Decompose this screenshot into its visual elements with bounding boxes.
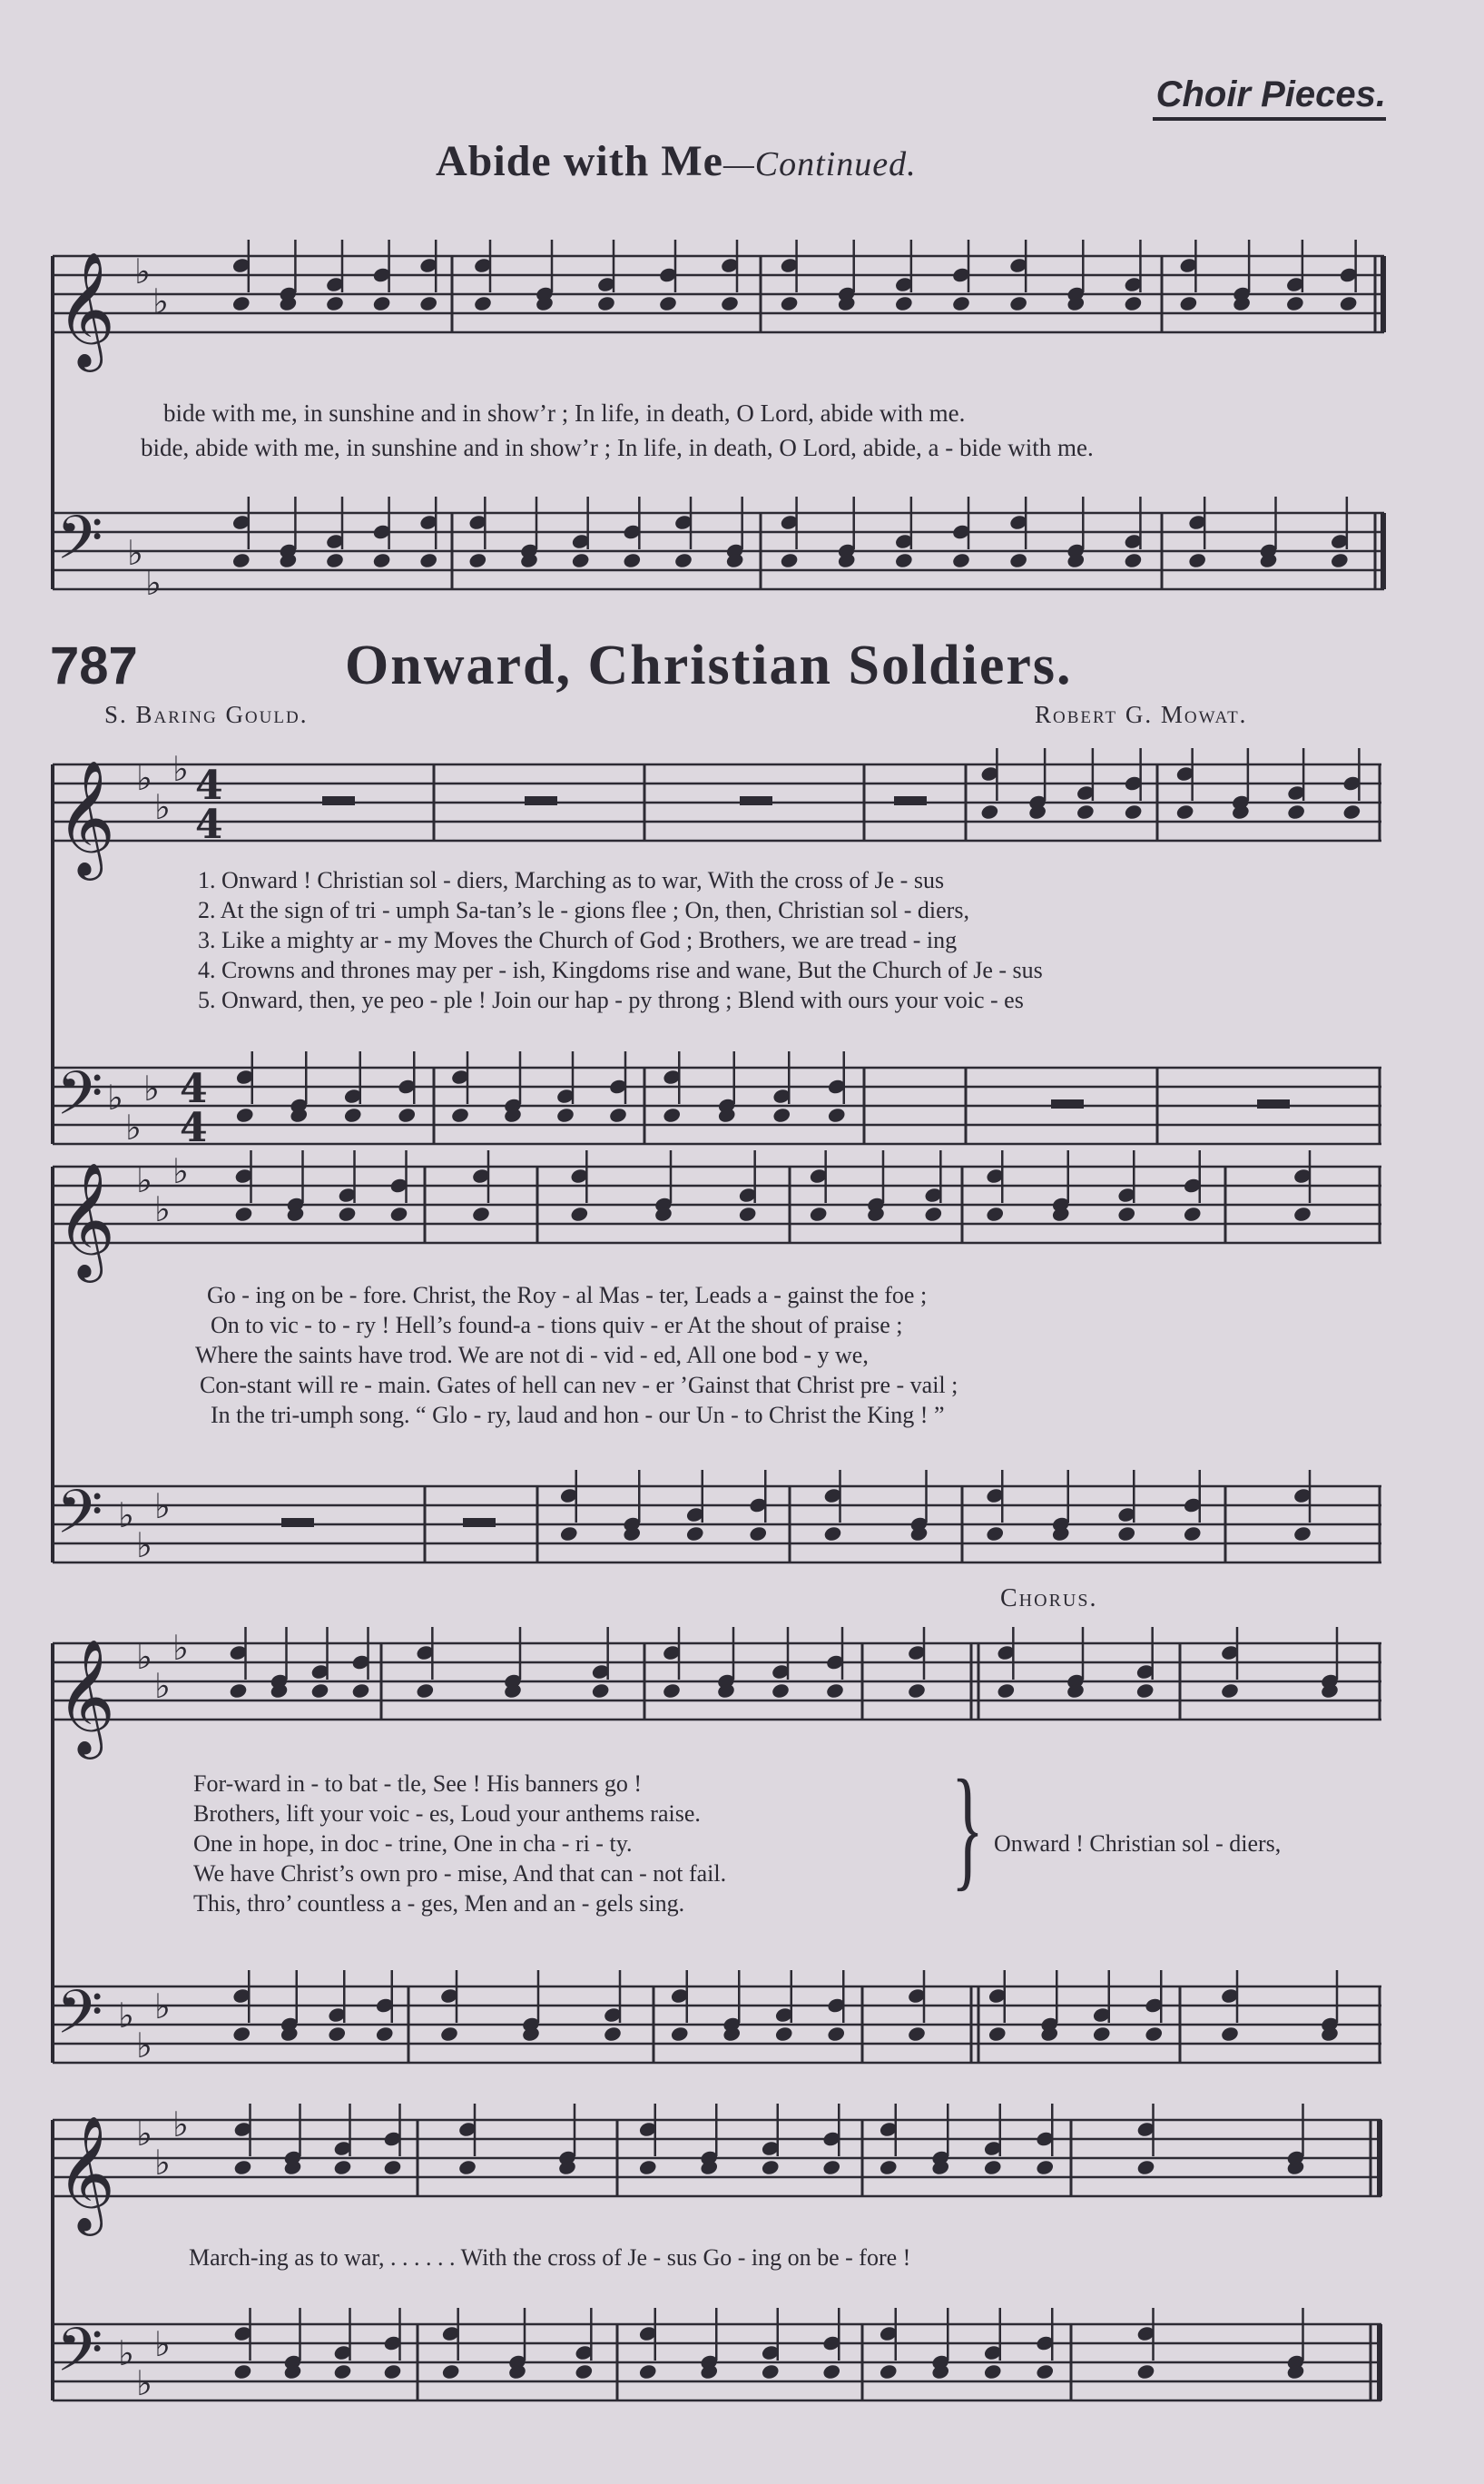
note-head xyxy=(771,1682,791,1700)
note-head xyxy=(325,552,345,569)
note-head xyxy=(821,2363,841,2380)
abide-lyric-line-2: bide, abide with me, in sunshine and in show’r ; In life, in death, O Lord, abide, a - bide with me. xyxy=(141,434,1094,461)
note-head xyxy=(1183,1206,1203,1223)
svg-text:♭: ♭ xyxy=(143,1069,160,1109)
note-head xyxy=(397,1107,417,1124)
note-head xyxy=(996,1682,1016,1700)
svg-text:♭: ♭ xyxy=(154,1666,171,1706)
note-head xyxy=(983,2159,1003,2176)
note-head xyxy=(418,295,438,312)
note-head xyxy=(907,1682,927,1700)
final-lyric-line: March-ing as to war, . . . . . . With the cross of Je - sus Go - ing on be - fore ! xyxy=(189,2244,911,2271)
note-head xyxy=(894,552,914,569)
svg-text:♭: ♭ xyxy=(172,749,189,789)
note-head xyxy=(670,2026,690,2043)
svg-text:♭: ♭ xyxy=(136,2363,152,2403)
svg-text:♭: ♭ xyxy=(172,2104,189,2144)
staff-2-bass xyxy=(53,1486,1381,1562)
note-head xyxy=(229,1682,249,1700)
bass-clef-icon: 𝄢 xyxy=(56,1059,103,1143)
verse-number: 5. xyxy=(198,987,216,1013)
svg-text:♭: ♭ xyxy=(107,1078,123,1118)
note-head xyxy=(673,552,693,569)
chorus-line: Brothers, lift your voic - es, Loud your anthems raise. xyxy=(193,1800,701,1827)
staff-3-treble xyxy=(53,1643,1381,1720)
note-head xyxy=(450,1107,470,1124)
svg-text:4: 4 xyxy=(195,763,223,809)
note-head xyxy=(748,1525,768,1543)
svg-text:♭: ♭ xyxy=(154,2324,171,2364)
svg-text:♭: ♭ xyxy=(172,1151,189,1191)
note-head xyxy=(1124,552,1144,569)
note-head xyxy=(985,1525,1005,1543)
svg-text:4: 4 xyxy=(195,802,223,848)
svg-text:♭: ♭ xyxy=(136,2114,152,2154)
note-head xyxy=(1035,2363,1055,2380)
note-head xyxy=(1330,552,1350,569)
note-head xyxy=(720,295,740,312)
svg-text:4: 4 xyxy=(180,1105,208,1151)
treble-clef-icon: 𝄞 xyxy=(56,1638,116,1754)
staff-abide-bass xyxy=(53,513,1384,589)
svg-text:♭: ♭ xyxy=(154,2143,171,2183)
note-head xyxy=(235,1107,255,1124)
note-head xyxy=(1116,1525,1136,1543)
note-head xyxy=(761,2363,781,2380)
note-head xyxy=(662,1107,682,1124)
note-head xyxy=(441,2363,461,2380)
svg-text:♭: ♭ xyxy=(136,758,152,798)
note-head xyxy=(1292,1525,1312,1543)
note-head xyxy=(780,295,800,312)
note-head xyxy=(879,2159,899,2176)
note-head xyxy=(1220,2026,1240,2043)
chorus-label: Chorus. xyxy=(1000,1584,1098,1612)
note-head xyxy=(372,295,392,312)
note-head xyxy=(351,1682,371,1700)
note-head xyxy=(473,295,493,312)
key-signatures xyxy=(107,251,189,2403)
note-head xyxy=(985,1206,1005,1223)
note-head xyxy=(809,1206,829,1223)
svg-text:♭: ♭ xyxy=(152,281,169,321)
note-head xyxy=(231,552,251,569)
note-head xyxy=(1292,1206,1312,1223)
abide-lyric-line-1: bide with me, in sunshine and in show’r ; In life, in death, O Lord, abide with me. xyxy=(163,399,966,427)
note-head xyxy=(591,1682,611,1700)
staff-3-bass xyxy=(53,1986,1381,2063)
chorus-line: This, thro’ countless a - ges, Men and an - gels sing. xyxy=(193,1890,685,1917)
note-head xyxy=(774,2026,794,2043)
note-head xyxy=(894,295,914,312)
note-head xyxy=(826,2026,846,2043)
verse-line xyxy=(198,897,969,924)
clefs xyxy=(56,251,115,2400)
note-head xyxy=(415,1682,435,1700)
treble-clef-icon: 𝄞 xyxy=(56,2114,116,2231)
note-head xyxy=(1136,2363,1156,2380)
note-head xyxy=(231,2026,251,2043)
note-head xyxy=(233,2363,253,2380)
note-head xyxy=(771,1107,791,1124)
section-header: Choir Pieces. xyxy=(1153,74,1386,121)
svg-text:♭: ♭ xyxy=(136,1637,152,1677)
note-head xyxy=(638,2159,658,2176)
bass-clef-icon: 𝄢 xyxy=(56,503,103,587)
verse-text: Crowns and thrones may per - ish, Kingdoms rise and wane, But the Church of Je - sus xyxy=(221,957,1043,983)
note-head xyxy=(1187,552,1207,569)
note-head xyxy=(325,295,345,312)
note-head xyxy=(638,2363,658,2380)
verse-line: Where the saints have trod. We are not di - vid - ed, All one bod - y we, xyxy=(195,1342,869,1368)
svg-text:♭: ♭ xyxy=(118,1495,134,1535)
note-head xyxy=(662,1682,682,1700)
note-head xyxy=(343,1107,363,1124)
note-head xyxy=(372,552,392,569)
svg-text:♭: ♭ xyxy=(118,1996,134,2036)
bass-clef-icon: 𝄢 xyxy=(56,2315,103,2400)
note-head xyxy=(1076,803,1096,821)
verse-line: Go - ing on be - fore. Christ, the Roy - al Mas - ter, Leads a - gainst the foe ; xyxy=(207,1282,928,1308)
note-head xyxy=(327,2026,347,2043)
svg-text:♭: ♭ xyxy=(136,2026,152,2065)
note-head xyxy=(333,2363,353,2380)
note-head xyxy=(231,295,251,312)
verse-line xyxy=(198,987,1024,1014)
verse-line xyxy=(198,957,1043,984)
treble-clef-icon: 𝄞 xyxy=(56,759,116,875)
svg-text:♭: ♭ xyxy=(127,533,143,573)
hymn-composer: Robert G. Mowat. xyxy=(1035,701,1248,728)
note-head xyxy=(658,295,678,312)
note-head xyxy=(471,1206,491,1223)
continued-suffix: —Continued. xyxy=(722,145,917,183)
note-head xyxy=(1092,2026,1112,2043)
note-head xyxy=(951,552,971,569)
note-head xyxy=(1008,295,1028,312)
svg-text:4: 4 xyxy=(180,1066,208,1112)
note-head xyxy=(1220,1682,1240,1700)
treble-clef-icon: 𝄞 xyxy=(56,251,116,367)
note-head xyxy=(761,2159,781,2176)
note-head xyxy=(923,1206,943,1223)
note-head xyxy=(559,1525,579,1543)
note-head xyxy=(1175,803,1195,821)
svg-text:♭: ♭ xyxy=(125,1108,142,1148)
note-head xyxy=(574,2363,594,2380)
verse-line: On to vic - to - ry ! Hell’s found-a - tions quiv - er At the shout of praise ; xyxy=(211,1312,903,1338)
svg-text:♭: ♭ xyxy=(154,1986,171,2026)
note-head xyxy=(1035,2159,1055,2176)
verse-line: In the tri-umph song. “ Glo - ry, laud and hon - our Un - to Christ the King ! ” xyxy=(211,1402,945,1428)
verse-text: Onward, then, ye peo - ple ! Join our hap - py throng ; Blend with ours your voic - es xyxy=(221,987,1024,1013)
note-head xyxy=(467,552,487,569)
note-head xyxy=(375,2026,395,2043)
note-head xyxy=(457,2159,477,2176)
note-head xyxy=(1286,803,1306,821)
verse-text: At the sign of tri - umph Sa-tan’s le - gions flee ; On, then, Christian sol - diers, xyxy=(220,897,969,923)
note-head xyxy=(234,1206,254,1223)
verse-line xyxy=(198,867,944,894)
note-head xyxy=(1183,1525,1203,1543)
svg-text:♭: ♭ xyxy=(145,563,162,603)
verse-text: Onward ! Christian sol - diers, Marching as to war, With the cross of Je - sus xyxy=(221,867,945,893)
bass-clef-icon: 𝄢 xyxy=(56,1977,103,2062)
verse-brace-icon: } xyxy=(951,1752,984,1903)
note-head xyxy=(1136,2159,1156,2176)
svg-text:♭: ♭ xyxy=(118,2333,134,2373)
chorus-line: One in hope, in doc - trine, One in cha - ri - ty. xyxy=(193,1830,633,1857)
note-head xyxy=(310,1682,330,1700)
verse-line: Con-stant will re - main. Gates of hell can nev - er ’Gainst that Christ pre - vail ; xyxy=(200,1372,958,1398)
note-head xyxy=(907,2026,927,2043)
note-head xyxy=(879,2363,899,2380)
note-head xyxy=(383,2363,403,2380)
note-head xyxy=(1339,295,1359,312)
note-head xyxy=(1179,295,1199,312)
note-head xyxy=(608,1107,628,1124)
note-head xyxy=(555,1107,575,1124)
continued-title-text: Abide with Me xyxy=(436,137,723,185)
svg-text:♭: ♭ xyxy=(154,787,171,827)
verse-number: 4. xyxy=(198,957,216,983)
note-head xyxy=(1116,1206,1136,1223)
svg-text:♭: ♭ xyxy=(154,1486,171,1526)
note-head xyxy=(233,2159,253,2176)
note-head xyxy=(685,1525,705,1543)
note-head xyxy=(571,552,591,569)
note-head xyxy=(439,2026,459,2043)
chorus-line: We have Christ’s own pro - mise, And that can - not fail. xyxy=(193,1860,727,1887)
note-head xyxy=(1124,803,1144,821)
note-head xyxy=(389,1206,409,1223)
note-head xyxy=(418,552,438,569)
note-head xyxy=(988,2026,1007,2043)
chorus-line: For-ward in - to bat - tle, See ! His banners go ! xyxy=(193,1770,643,1797)
verse-number: 2. xyxy=(198,897,216,923)
note-head xyxy=(383,2159,403,2176)
note-head xyxy=(821,2159,841,2176)
note-head xyxy=(951,295,971,312)
verse-line xyxy=(198,927,957,954)
note-head xyxy=(825,1682,845,1700)
note-head xyxy=(338,1206,358,1223)
note-head xyxy=(980,803,1000,821)
verse-number: 1. xyxy=(198,867,216,893)
svg-text:♭: ♭ xyxy=(154,1189,171,1229)
treble-clef-icon: 𝄞 xyxy=(56,1161,116,1277)
note-head xyxy=(1285,295,1305,312)
note-head xyxy=(738,1206,758,1223)
note-head xyxy=(333,2159,353,2176)
verse-text: Like a mighty ar - my Moves the Church of God ; Brothers, we are tread - ing xyxy=(221,927,958,953)
svg-text:♭: ♭ xyxy=(134,251,151,291)
note-head xyxy=(983,2363,1003,2380)
note-head xyxy=(603,2026,623,2043)
note-head xyxy=(780,552,800,569)
bass-clef-icon: 𝄢 xyxy=(56,1477,103,1562)
note-head xyxy=(827,1107,847,1124)
hymn-author: S. Baring Gould. xyxy=(104,701,309,728)
note-head xyxy=(622,552,642,569)
hymn-title: Onward, Christian Soldiers. xyxy=(345,635,1073,696)
chorus-refrain: Onward ! Christian sol - diers, xyxy=(994,1830,1282,1857)
note-head xyxy=(1124,295,1144,312)
verse-number: 3. xyxy=(198,927,216,953)
svg-text:♭: ♭ xyxy=(136,1160,152,1200)
note-head xyxy=(1135,1682,1155,1700)
note-head xyxy=(1144,2026,1164,2043)
note-head xyxy=(569,1206,589,1223)
svg-text:♭: ♭ xyxy=(172,1628,189,1668)
svg-text:♭: ♭ xyxy=(136,1525,152,1565)
note-head xyxy=(596,295,616,312)
note-head xyxy=(1342,803,1362,821)
hymn-number: 787 xyxy=(50,636,138,695)
note-head xyxy=(1008,552,1028,569)
note-head xyxy=(823,1525,843,1543)
